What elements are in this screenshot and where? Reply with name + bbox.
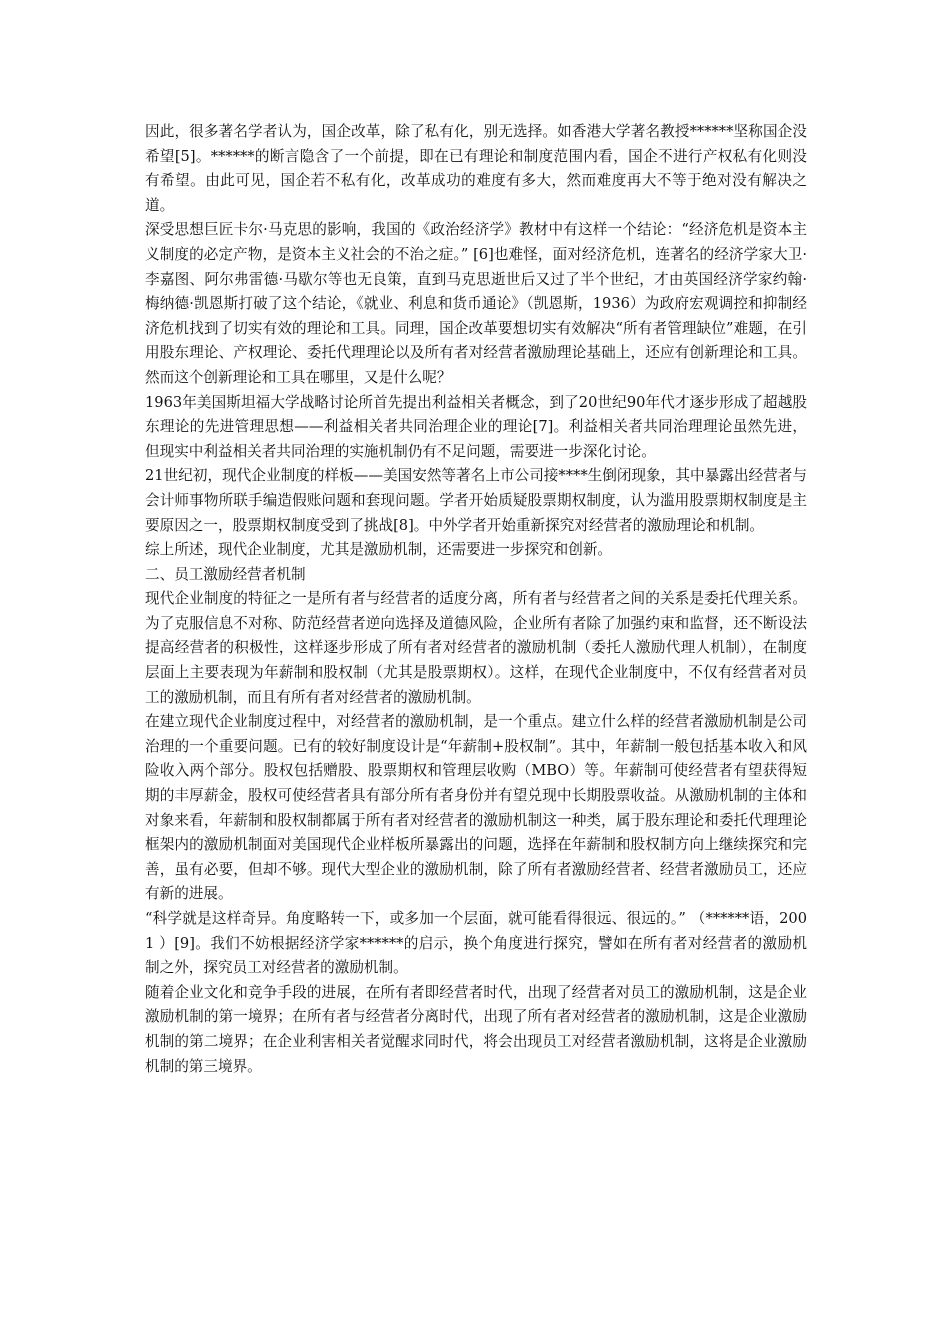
document-body <box>145 120 807 1079</box>
paragraph-salary-equity: 在建立现代企业制度过程中，对经营者的激励机制，是一个重点。建立什么样的经营者激励机制是公司治理的一个重要问题。已有的较好制度设计是“年薪制+股权制”。其中，年薪制一般包括基本收入和风险收入两个部分。股权包括赠股、股票期权和管理层收购（MBO）等。年薪制可使经营者有望获得短期的丰厚薪金，股权可使经营者具有部分所有者身份并有望兑现中长期股票收益。从激励机制的主体和对象来看，年薪制和股权制都属于所有者对经营者的激励机制这一种类，属于股东理论和委托代理理论框架内的激励机制面对美国现代企业样板所暴露出的问题，选择在年薪制和股权制方向上继续探究和完善，虽有必要，但却不够。现代大型企业的激励机制，除了所有者激励经营者、经营者激励员工，还应有新的进展。 <box>145 713 807 903</box>
paragraph-quote: “科学就是这样奇异。角度略转一下，或多加一个层面，就可能看得很远、很远的。” （******语，2001 ）[9]。我们不妨根据经济学家******的启示，换个角度进行探究，譬如在所有者对经营者的激励机制之外，探究员工对经营者的激励机制。 <box>145 910 807 977</box>
paragraph-three-realms: 随着企业文化和竞争手段的进展，在所有者即经营者时代，出现了经营者对员工的激励机制，这是企业激励机制的第一境界；在所有者与经营者分离时代，出现了所有者对经营者的激励机制，这是企业激励机制的第二境界；在企业利害相关者觉醒求同时代，将会出现员工对经营者激励机制，这将是企业激励机制的第三境界。 <box>145 983 807 1075</box>
paragraph-summary: 综上所述，现代企业制度，尤其是激励机制，还需要进一步探究和创新。 <box>145 541 613 559</box>
paragraph-privatization: 因此，很多著名学者认为，国企改革，除了私有化，别无选择。如香港大学著名教授******坚称国企没希望[5]。******的断言隐含了一个前提，即在已有理论和制度范围内看，国企不进行产权私有化则没有希望。由此可见，国企若不私有化，改革成功的难度有多大，然而难度再大不等于绝对没有解决之道。 <box>145 123 807 214</box>
paragraph-stakeholder-theory: 1963年美国斯坦福大学战略讨论所首先提出利益相关者概念，到了20世纪90年代才逐步形成了超越股东理论的先进管理思想——利益相关者共同治理企业的理论[7]。利益相关者共同治理理论虽然先进，但现实中利益相关者共同治理的实施机制仍有不足问题，需要进一步深化讨论。 <box>145 393 807 460</box>
paragraph-principal-agent: 现代企业制度的特征之一是所有者与经营者的适度分离，所有者与经营者之间的关系是委托代理关系。为了克服信息不对称、防范经营者逆向选择及道德风险，企业所有者除了加强约束和监督，还不断设法提高经营者的积极性，这样逐步形成了所有者对经营者的激励机制（委托人激励代理人机制），在制度层面上主要表现为年薪制和股权制（尤其是股票期权）。这样，在现代企业制度中，不仅有经营者对员工的激励机制，而且有所有者对经营者的激励机制。 <box>145 590 807 706</box>
section-heading: 二、员工激励经营者机制 <box>145 565 306 583</box>
paragraph-keynes-innovation: 深受思想巨匠卡尔·马克思的影响，我国的《政治经济学》教材中有这样一个结论：“经济危机是资本主义制度的必定产物，是资本主义社会的不治之症。” [6]也难怪，面对经济危机，连著名的经济学家大卫·李嘉图、阿尔弗雷德·马歇尔等也无良策，直到马克思逝世后又过了半个世纪，才由英国经济学家约翰·梅纳德·凯恩斯打破了这个结论，《就业、利息和货币通论》（凯恩斯，1936）为政府宏观调控和抑制经济危机找到了切实有效的理论和工具。同理，国企改革要想切实有效解决“所有者管理缺位”难题，在引用股东理论、产权理论、委托代理理论以及所有者对经营者激励理论基础上，还应有创新理论和工具。然而这个创新理论和工具在哪里，又是什么呢？ <box>145 221 807 386</box>
paragraph-enron: 21世纪初，现代企业制度的样板——美国安然等著名上市公司接****生倒闭现象，其中暴露出经营者与会计师事物所联手编造假账问题和套现问题。学者开始质疑股票期权制度，认为滥用股票期权制度是主要原因之一，股票期权制度受到了挑战[8]。中外学者开始重新探究对经营者的激励理论和机制。 <box>145 467 807 534</box>
